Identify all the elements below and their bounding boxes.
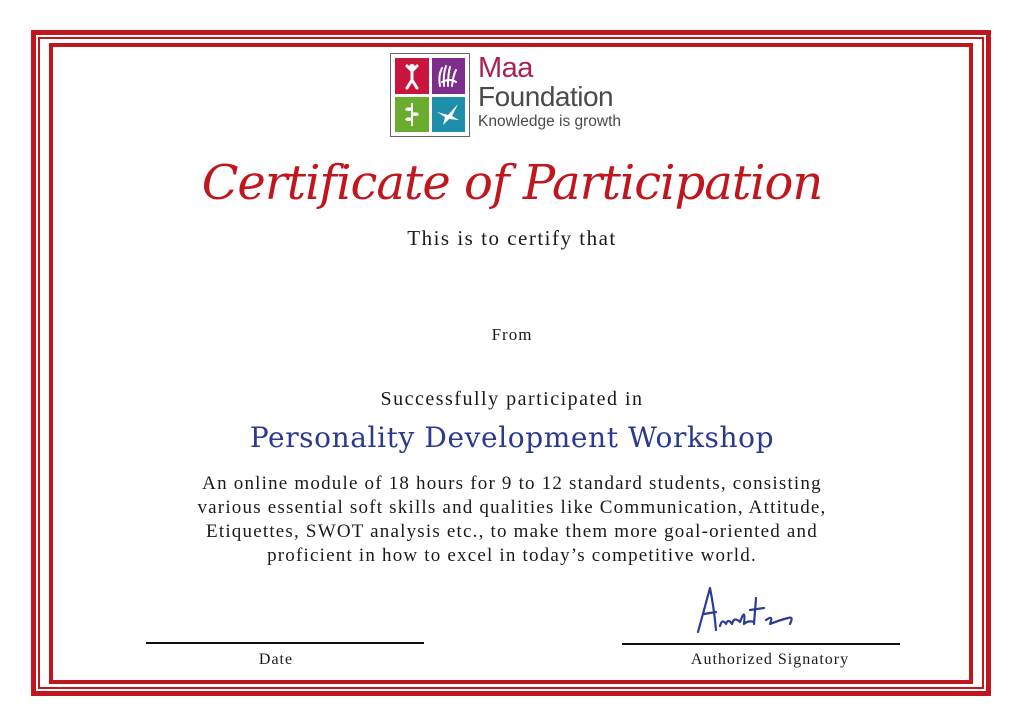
program-name: Personality Development Workshop	[249, 421, 775, 454]
description-line: An online module of 18 hours for 9 to 12 standard students, consisting	[202, 473, 822, 494]
description-line: proficient in how to excel in today’s competitive world.	[267, 545, 757, 566]
description-line: Etiquettes, SWOT analysis etc., to make them more goal-oriented and	[206, 521, 818, 542]
logo-wordmark	[478, 53, 621, 133]
person-icon	[395, 58, 429, 94]
hands-icon	[432, 58, 466, 94]
from-label: From	[491, 325, 533, 344]
logo-name-foundation: Foundation	[478, 81, 614, 112]
maa-foundation-logo	[390, 53, 640, 141]
certify-line: This is to certify that	[407, 226, 617, 250]
logo-name-maa: Maa	[478, 52, 533, 84]
logo-tile-grid	[390, 53, 470, 137]
authorized-signatory-label: Authorized Signatory	[690, 651, 850, 668]
program-description	[150, 472, 874, 568]
date-label: Date	[258, 651, 294, 668]
bird-icon	[432, 97, 466, 133]
date-line	[146, 642, 424, 644]
signature-line	[622, 643, 900, 645]
handwritten-signature	[690, 580, 800, 640]
description-line: various essential soft skills and qualities like Communication, Attitude,	[197, 497, 827, 518]
logo-tagline: Knowledge is growth	[478, 113, 622, 130]
leaf-icon	[395, 97, 429, 133]
certificate-title: Certificate of Participation	[201, 155, 823, 211]
participated-line: Successfully participated in	[380, 388, 644, 410]
